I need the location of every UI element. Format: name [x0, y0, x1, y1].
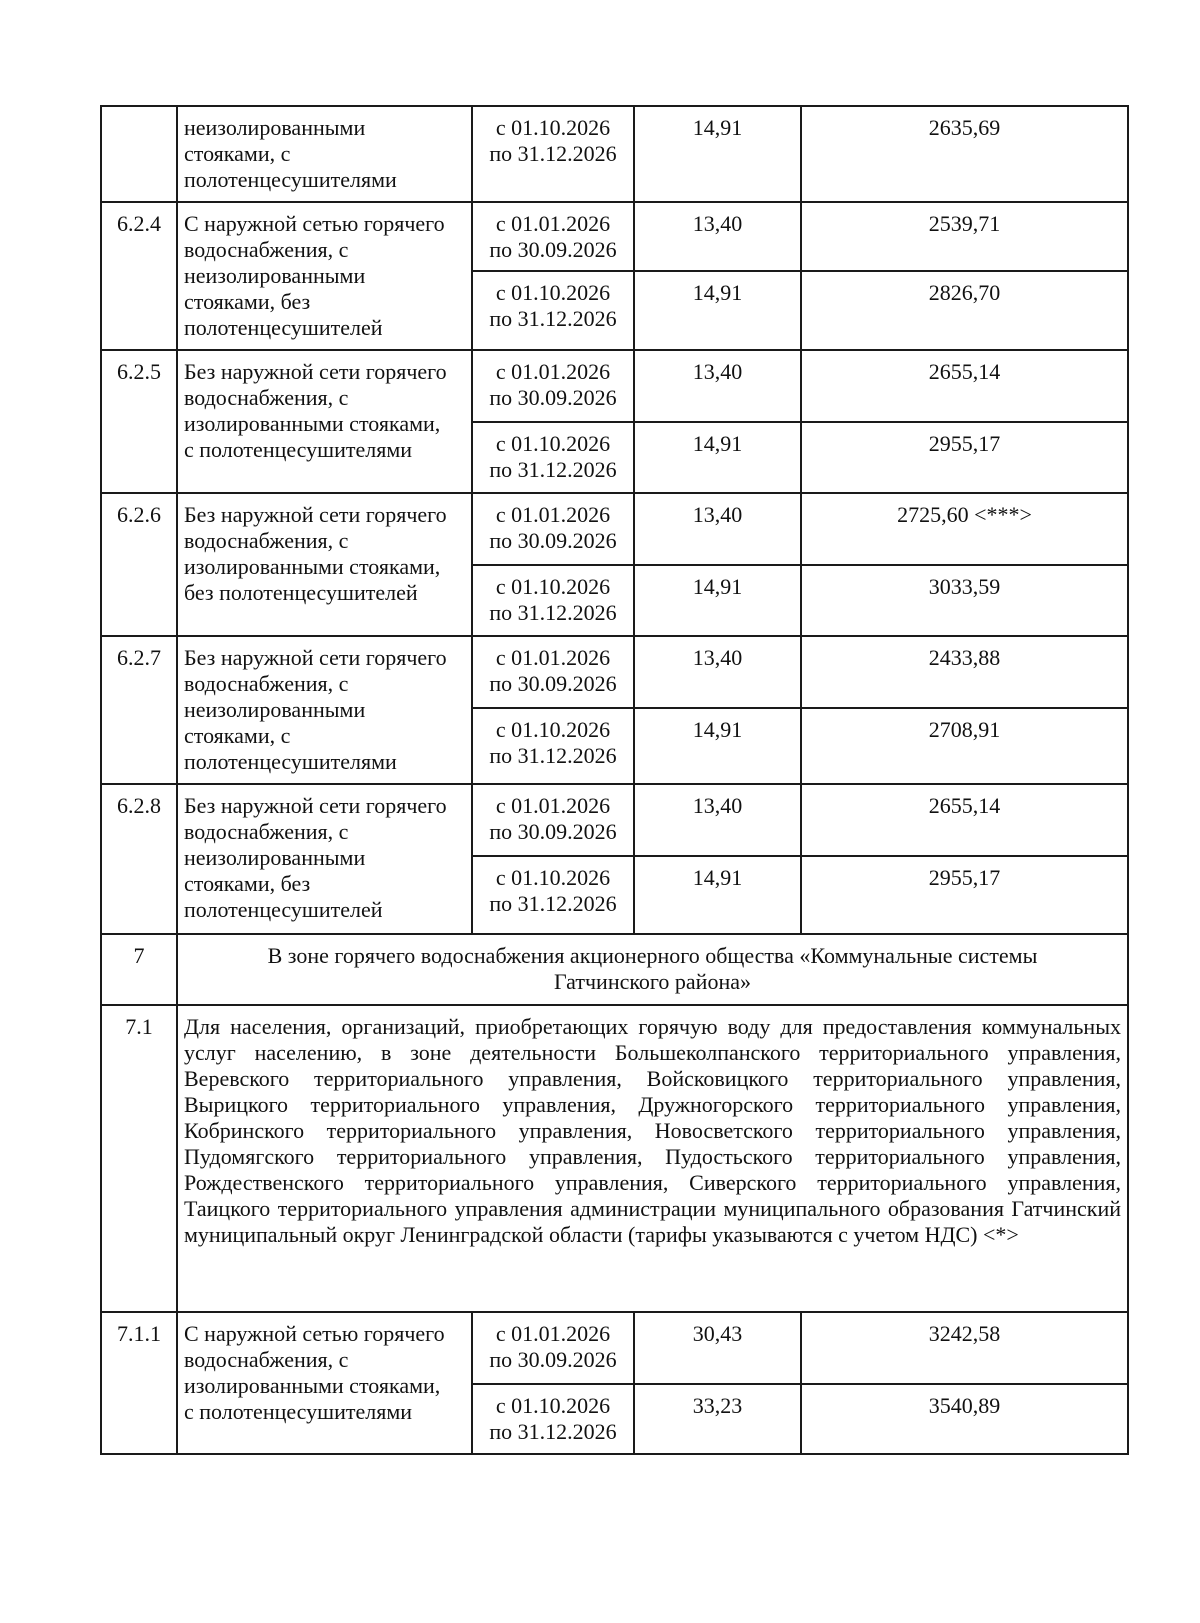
- tariff-table-body: [101, 106, 1128, 1454]
- value-cell: 2655,14: [801, 784, 1128, 856]
- description-line: С наружной сетью горячего: [184, 211, 445, 236]
- description-line: водоснабжения, с: [184, 528, 349, 553]
- period-cell: [472, 350, 634, 422]
- row-description-cell: [177, 202, 472, 350]
- period-cell: [472, 106, 634, 202]
- description-line: стояками, без: [184, 289, 311, 314]
- description-line: изолированными стояками,: [184, 411, 441, 436]
- rate-cell: 14,91: [634, 708, 801, 784]
- rate-cell: 13,40: [634, 350, 801, 422]
- period-end: по 30.09.2026: [489, 385, 617, 410]
- description-line: Без наружной сети горячего: [184, 645, 447, 670]
- description-line: полотенцесушителями: [184, 167, 397, 192]
- table-row: [101, 350, 1128, 422]
- period-cell: [472, 493, 634, 565]
- period-start: с 01.01.2026: [495, 645, 611, 670]
- table-row: [101, 934, 1128, 1005]
- table-row: [101, 106, 1128, 202]
- rate-cell: 13,40: [634, 636, 801, 708]
- description-line: стояками, с: [184, 141, 291, 166]
- rate-cell: 14,91: [634, 271, 801, 350]
- period-start: с 01.10.2026: [495, 717, 611, 742]
- table-row: [101, 202, 1128, 271]
- period-end: по 31.12.2026: [489, 306, 617, 331]
- description-line: полотенцесушителей: [184, 315, 383, 340]
- description-line: водоснабжения, с: [184, 819, 349, 844]
- rate-cell: 13,40: [634, 784, 801, 856]
- period-cell: [472, 1312, 634, 1384]
- value-cell: 2955,17: [801, 856, 1128, 934]
- row-code-cell: 6.2.4: [101, 202, 177, 350]
- description-line: неизолированными: [184, 115, 366, 140]
- description-line: Без наружной сети горячего: [184, 793, 447, 818]
- rate-cell: 30,43: [634, 1312, 801, 1384]
- value-cell: 3033,59: [801, 565, 1128, 636]
- value-cell: 2708,91: [801, 708, 1128, 784]
- period-start: с 01.10.2026: [495, 865, 611, 890]
- rate-cell: 14,91: [634, 565, 801, 636]
- period-end: по 31.12.2026: [489, 141, 617, 166]
- period-start: с 01.10.2026: [495, 280, 611, 305]
- value-cell: 2635,69: [801, 106, 1128, 202]
- description-line: С наружной сетью горячего: [184, 1321, 445, 1346]
- description-line: неизолированными: [184, 697, 366, 722]
- description-line: полотенцесушителей: [184, 897, 383, 922]
- value-cell: 2539,71: [801, 202, 1128, 271]
- table-row: [101, 1312, 1128, 1384]
- period-cell: [472, 636, 634, 708]
- period-cell: [472, 202, 634, 271]
- period-start: с 01.01.2026: [495, 793, 611, 818]
- period-end: по 30.09.2026: [489, 1347, 617, 1372]
- section-title-cell: [177, 934, 1128, 1005]
- row-description-cell: [177, 106, 472, 202]
- value-cell: 2655,14: [801, 350, 1128, 422]
- row-code-cell: [101, 106, 177, 202]
- description-line: полотенцесушителями: [184, 749, 397, 774]
- table-row: [101, 493, 1128, 565]
- rate-cell: 14,91: [634, 422, 801, 493]
- period-start: с 01.10.2026: [495, 431, 611, 456]
- period-end: по 30.09.2026: [489, 819, 617, 844]
- period-start: с 01.01.2026: [495, 211, 611, 236]
- row-description-cell: [177, 350, 472, 493]
- period-cell: [472, 708, 634, 784]
- row-code-cell: 7.1.1: [101, 1312, 177, 1454]
- period-end: по 31.12.2026: [489, 457, 617, 482]
- description-line: водоснабжения, с: [184, 237, 349, 262]
- period-end: по 30.09.2026: [489, 237, 617, 262]
- value-cell: 2433,88: [801, 636, 1128, 708]
- period-end: по 30.09.2026: [489, 671, 617, 696]
- rate-cell: 14,91: [634, 106, 801, 202]
- table-row: [101, 636, 1128, 708]
- rate-cell: 14,91: [634, 856, 801, 934]
- description-line: без полотенцесушителей: [184, 580, 418, 605]
- row-code-cell: 6.2.5: [101, 350, 177, 493]
- table-row: [101, 1005, 1128, 1312]
- value-cell: 3242,58: [801, 1312, 1128, 1384]
- period-start: с 01.01.2026: [495, 359, 611, 384]
- description-line: стояками, без: [184, 871, 311, 896]
- description-line: с полотенцесушителями: [184, 1399, 413, 1424]
- rate-cell: 13,40: [634, 202, 801, 271]
- period-cell: [472, 271, 634, 350]
- table-row: [101, 784, 1128, 856]
- value-cell: 2725,60 <***>: [801, 493, 1128, 565]
- description-line: водоснабжения, с: [184, 1347, 349, 1372]
- row-description-cell: [177, 784, 472, 934]
- period-start: с 01.10.2026: [495, 574, 611, 599]
- description-line: с полотенцесушителями: [184, 437, 413, 462]
- rate-cell: 33,23: [634, 1384, 801, 1454]
- row-description-cell: [177, 1312, 472, 1454]
- row-code-cell: 6.2.6: [101, 493, 177, 636]
- value-cell: 3540,89: [801, 1384, 1128, 1454]
- period-cell: [472, 422, 634, 493]
- description-line: неизолированными: [184, 845, 366, 870]
- row-code-cell: 6.2.8: [101, 784, 177, 934]
- period-start: с 01.01.2026: [495, 502, 611, 527]
- row-code-cell: 6.2.7: [101, 636, 177, 784]
- section-code-cell: 7: [101, 934, 177, 1005]
- description-line: изолированными стояками,: [184, 554, 441, 579]
- subsection-text-cell: Для населения, организаций, приобретающих горячую воду для предоставления коммунальных услуг населению, в зоне деятельности Большеколпанского территориального управления, Веревского территориального управления, Войсковицкого территориального управления, Вырицкого территориального управления, Дружногорского территориального управления, Кобринского территориального управления, Новосветского территориального управления, Пудомягского территориального управления, Пудостьского территориального управления, Рождественского территориального управления, Сиверского территориального управления, Таицкого территориального управления администрации муниципального образования Гатчинский муниципальный округ Ленинградской области (тарифы указываются с учетом НДС) <*>: [177, 1005, 1128, 1312]
- tariff-table: [100, 105, 1129, 1455]
- period-end: по 31.12.2026: [489, 1419, 617, 1444]
- period-end: по 30.09.2026: [489, 528, 617, 553]
- description-line: водоснабжения, с: [184, 671, 349, 696]
- value-cell: 2955,17: [801, 422, 1128, 493]
- period-cell: [472, 784, 634, 856]
- period-start: с 01.10.2026: [495, 1393, 611, 1418]
- subsection-code-cell: 7.1: [101, 1005, 177, 1312]
- value-cell: 2826,70: [801, 271, 1128, 350]
- description-line: водоснабжения, с: [184, 385, 349, 410]
- period-start: с 01.10.2026: [495, 115, 611, 140]
- description-line: изолированными стояками,: [184, 1373, 441, 1398]
- description-line: Без наружной сети горячего: [184, 502, 447, 527]
- period-cell: [472, 1384, 634, 1454]
- rate-cell: 13,40: [634, 493, 801, 565]
- section-title-line: Гатчинского района»: [554, 969, 751, 994]
- period-end: по 31.12.2026: [489, 743, 617, 768]
- row-description-cell: [177, 493, 472, 636]
- period-end: по 31.12.2026: [489, 891, 617, 916]
- description-line: стояками, с: [184, 723, 291, 748]
- row-description-cell: [177, 636, 472, 784]
- period-start: с 01.01.2026: [495, 1321, 611, 1346]
- period-cell: [472, 856, 634, 934]
- description-line: неизолированными: [184, 263, 366, 288]
- description-line: Без наружной сети горячего: [184, 359, 447, 384]
- period-cell: [472, 565, 634, 636]
- section-title-line: В зоне горячего водоснабжения акционерного общества «Коммунальные системы: [267, 943, 1038, 968]
- period-end: по 31.12.2026: [489, 600, 617, 625]
